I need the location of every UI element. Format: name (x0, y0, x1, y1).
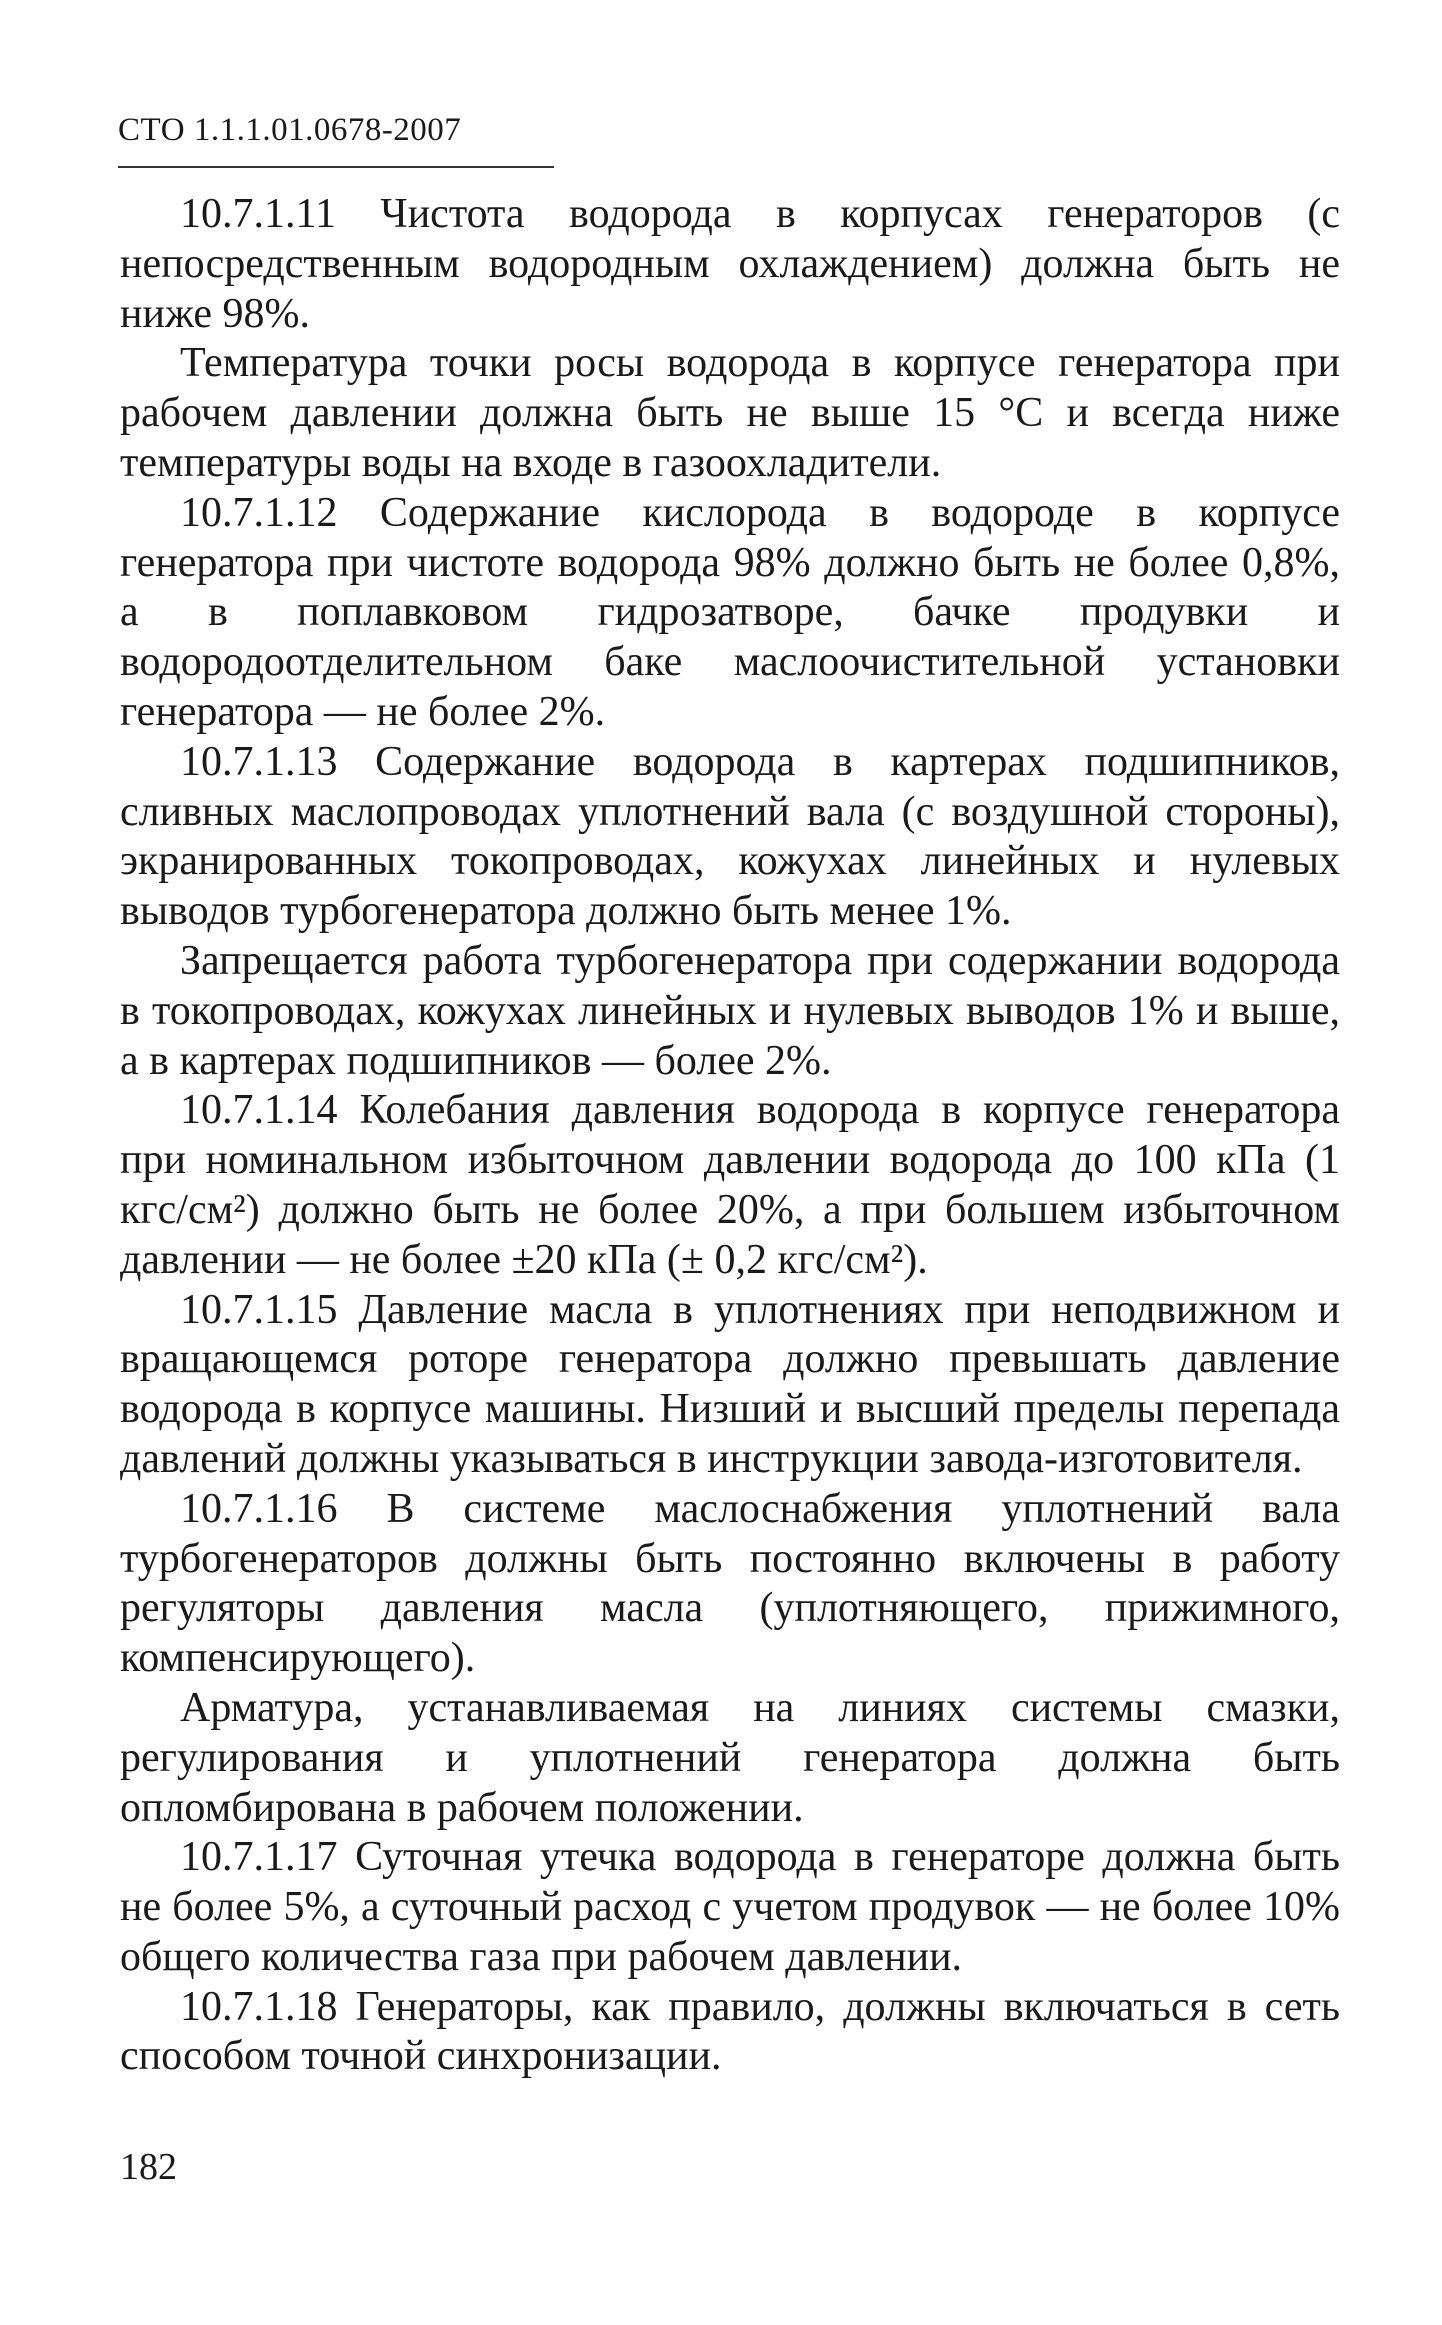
paragraph-10-7-1-13: 10.7.1.13 Содержание водорода в картерах подшипников, сливных маслопроводах уплотнений вала (с воздушной стороны), экранированных токопроводах, кожухах линейных и нулевых выводов турбогенератора должно быть менее 1%. (120, 738, 1340, 935)
paragraph-10-7-1-18: 10.7.1.18 Генераторы, как правило, должны включаться в сеть способом точной синхронизации. (120, 1983, 1340, 2080)
paragraph-10-7-1-14: 10.7.1.14 Колебания давления водорода в корпусе генератора при номинальном избыточном давлении водорода до 100 кПа (1 кгс/см²) должно быть не более 20%, а при большем избыточном давлении — не более ±20 кПа (± 0,2 кгс/см²). (120, 1087, 1340, 1283)
paragraph-10-7-1-15: 10.7.1.15 Давление масла в уплотнениях при неподвижном и вращающемся роторе генератора должно превышать давление водорода в корпусе машины. Низший и высший пределы перепада давлений должны указываться в инструкции завода-изготовителя. (120, 1286, 1340, 1482)
paragraph-valves: Арматура, устанавливаемая на линиях системы смазки, регулирования и уплотнений генератора должна быть опломбирована в рабочем положении. (120, 1684, 1340, 1831)
document-header-code: СТО 1.1.1.01.0678-2007 (118, 112, 462, 148)
paragraph-10-7-1-16: 10.7.1.16 В системе маслоснабжения уплотнений вала турбогенераторов должны быть постоянно включены в работу регуляторы давления масла (уплотняющего, прижимного, компенсирующего). (120, 1485, 1340, 1682)
paragraph-10-7-1-11: 10.7.1.11 Чистота водорода в корпусах генераторов (с непосредственным водородным охлаждением) должна быть не ниже 98%. (120, 191, 1340, 337)
paragraph-dew-point: Температура точки росы водорода в корпусе генератора при рабочем давлении должна быть не выше 15 °С и всегда ниже температуры воды на входе в газоохладители. (120, 340, 1340, 486)
paragraph-prohibition: Запрещается работа турбогенератора при содержании водорода в токопроводах, кожухах линейных и нулевых выводов 1% и выше, а в картерах подшипников — более 2%. (120, 937, 1340, 1084)
document-body (120, 190, 1340, 2082)
header-divider (118, 166, 554, 168)
paragraph-10-7-1-12: 10.7.1.12 Содержание кислорода в водороде в корпусе генератора при чистоте водорода 98% должно быть не более 0,8%, а в поплавковом гидрозатворе, бачке продувки и водородоотделительном баке маслоочистительной установки генератора — не более 2%. (120, 489, 1340, 735)
page-number: 182 (120, 2146, 177, 2188)
paragraph-10-7-1-17: 10.7.1.17 Суточная утечка водорода в генераторе должна быть не более 5%, а суточный расход с учетом продувок — не более 10% общего количества газа при рабочем давлении. (120, 1834, 1340, 1980)
